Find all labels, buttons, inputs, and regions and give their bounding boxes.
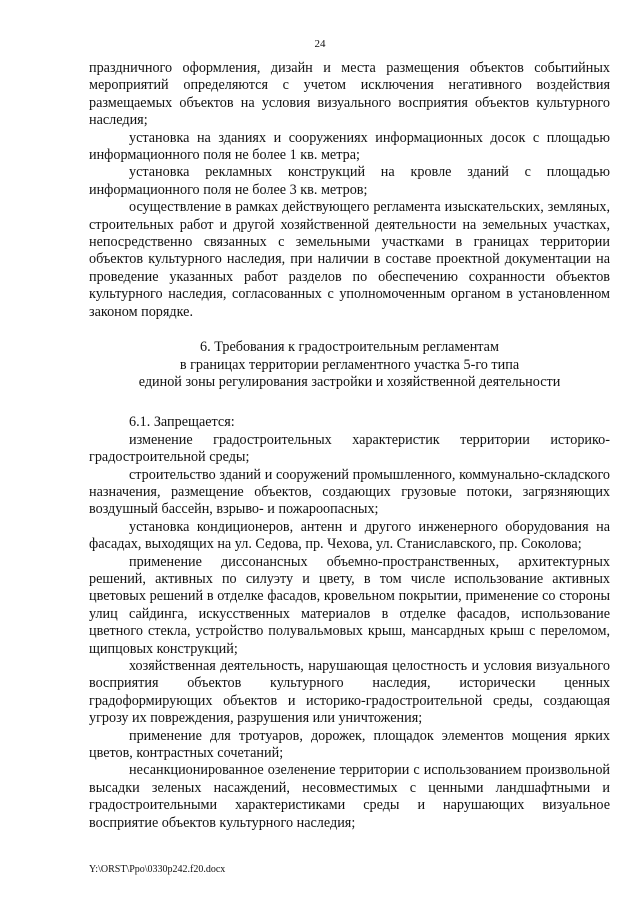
paragraph: установка рекламных конструкций на кровле зданий с площадью информационного поля не более 3 кв. метров; xyxy=(89,164,610,198)
paragraph: установка на зданиях и сооружениях информационных досок с площадью информационного поля не более 1 кв. метра; xyxy=(89,129,610,164)
paragraph: несанкционированное озеленение территории с использованием произвольной высадки зеленых насаждений, несовместимых с ценными ландшафтными и градостроительными характеристиками среды и нарушающих визуальное восприятие объектов культурного наследия; xyxy=(89,762,610,831)
paragraph: строительство зданий и сооружений промышленного, коммунально-складского назначения, размещение объектов, создающих грузовые потоки, загрязняющих воздушный бассейн, взрыво- и пожароопасных; xyxy=(89,466,610,518)
paragraph: осуществление в рамках действующего регламента изыскательских, земляных, строительных работ и другой хозяйственной деятельности на земельных участках, непосредственно связанных с земельными участками в границах территории объектов культурного наследия, при наличии в составе проектной документации на проведение указанных работ разделов по обеспечению сохранности объектов культурного наследия, согласованных с уполномоченным органом в установленном законом порядке. xyxy=(89,199,610,320)
paragraph: хозяйственная деятельность, нарушающая целостность и условия визуального восприятия объектов культурного наследия, исторически ценных градоформирующих объектов и историко-градостроительной среды, создающая угрозу их повреждения, разрушения или уничтожения; xyxy=(89,658,610,727)
paragraph: применение для тротуаров, дорожек, площадок элементов мощения ярких цветов, контрастных сочетаний; xyxy=(89,727,610,762)
section-heading-line-1: 6. Требования к градостроительным регламентам xyxy=(200,339,499,356)
paragraph: применение диссонансных объемно-пространственных, архитектурных решений, активных по силуэту и цвету, в том числе использование активных цветовых решений в отделке фасадов, кровельном покрытии, применение со стороны улиц сайдинга, искусственных материалов в отделке фасадов, использование цветного стекла, устройство полувальмовых крыш, мансардных крыш с переломом, щипцовых конструкций; xyxy=(89,553,610,657)
paragraph: установка кондиционеров, антенн и другого инженерного оборудования на фасадах, выходящих на ул. Седова, пр. Чехова, ул. Станиславского, пр. Соколова; xyxy=(89,518,610,553)
section-heading xyxy=(89,339,610,391)
paragraph-continuation: праздничного оформления, дизайн и места размещения объектов событийных мероприятий определяются с учетом исключения негативного воздействия размещаемых объектов на условия визуального восприятия объектов культурного наследия; xyxy=(89,60,610,129)
footer-file-path: Y:\ORST\Ppo\0330p242.f20.docx xyxy=(89,864,226,875)
section-heading-line-2: в границах территории регламентного участка 5-го типа xyxy=(179,356,520,373)
subsection-title: 6.1. Запрещается: xyxy=(129,414,235,431)
document-body xyxy=(89,60,610,832)
page-number: 24 xyxy=(314,38,326,50)
paragraph: изменение градостроительных характеристик территории историко-градостроительной среды; xyxy=(89,431,610,466)
section-heading-line-3: единой зоны регулирования застройки и хозяйственной деятельности xyxy=(138,373,561,390)
